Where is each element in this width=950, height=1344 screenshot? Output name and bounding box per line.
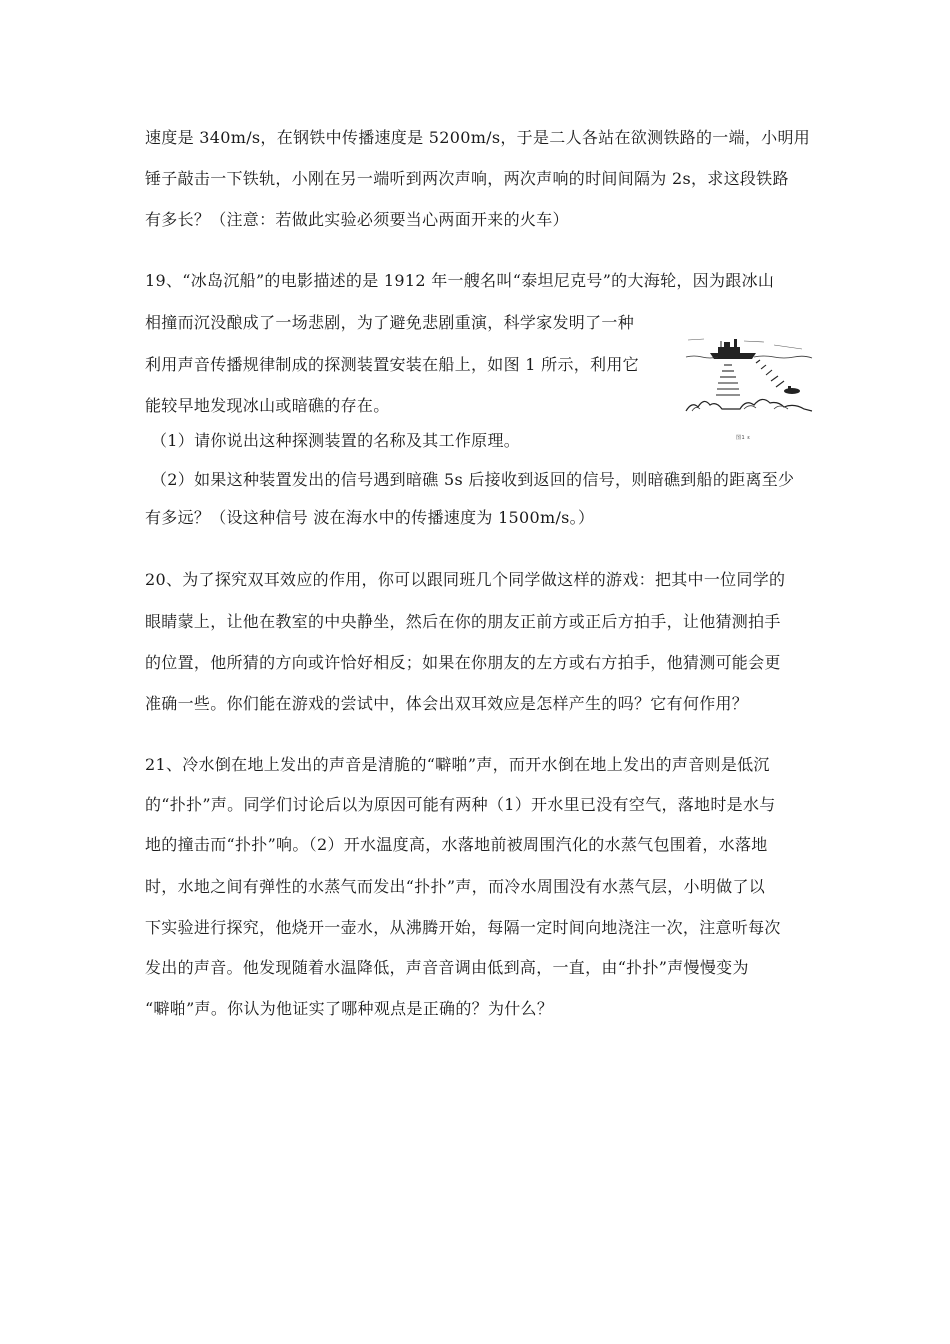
q20-line-2: 眼睛蒙上，让他在教室的中央静坐，然后在你的朋友正前方或正后方拍手，让他猜测拍手 bbox=[145, 612, 781, 631]
q19-line-7: 有多远？（设这种信号 波在海水中的传播速度为 1500m/s。） bbox=[145, 508, 595, 527]
q21-line-4: 时，水地之间有弹性的水蒸气而发出“扑扑”声，而冷水周围没有水蒸气层，小明做了以 bbox=[145, 877, 766, 896]
q19-subquestion-2: （2）如果这种装置发出的信号遇到暗礁 5s 后接收到返回的信号，则暗礁到船的距离至少 bbox=[151, 470, 795, 489]
q21-line-5: 下实验进行探究，他烧开一壶水，从沸腾开始，每隔一定时间向地浇注一次，注意听每次 bbox=[145, 918, 781, 937]
q21-line-7: “噼啪”声。你认为他证实了哪种观点是正确的？为什么？ bbox=[145, 999, 554, 1018]
q20-line-4: 准确一些。你们能在游戏的尝试中，体会出双耳效应是怎样产生的吗？它有何作用？ bbox=[145, 694, 749, 713]
q19-subquestion-1: （1）请你说出这种探测装置的名称及其工作原理。 bbox=[151, 431, 521, 450]
q20-line-1: 20、为了探究双耳效应的作用，你可以跟同班几个同学做这样的游戏：把其中一位同学的 bbox=[145, 570, 786, 589]
q18-line-2: 锤子敲击一下铁轨，小刚在另一端听到两次声响，两次声响的时间间隔为 2s，求这段铁路 bbox=[145, 169, 789, 188]
q19-line-2: 相撞而沉没酿成了一场悲剧，为了避免悲剧重演，科学家发明了一种 bbox=[145, 313, 635, 332]
ship-icon bbox=[710, 339, 756, 359]
q19-line-4: 能较早地发现冰山或暗礁的存在。 bbox=[145, 396, 390, 415]
q21-line-6: 发出的声音。他发现随着水温降低，声音音调由低到高，一直，由“扑扑”声慢慢变为 bbox=[145, 958, 749, 977]
q21-line-1: 21、冷水倒在地上发出的声音是清脆的“噼啪”声，而开水倒在地上发出的声音则是低沉 bbox=[145, 755, 770, 774]
q20-line-3: 的位置，他所猜的方向或许恰好相反；如果在你朋友的左方或右方拍手，他猜测可能会更 bbox=[145, 653, 781, 672]
q21-line-2: 的“扑扑”声。同学们讨论后以为原因可能有两种（1）开水里已没有空气，落地时是水与 bbox=[145, 795, 776, 814]
q19-line-3: 利用声音传播规律制成的探测装置安装在船上，如图 1 所示，利用它 bbox=[145, 355, 639, 374]
q19-line-1: 19、“冰岛沉船”的电影描述的是 1912 年一艘名叫“泰坦尼克号”的大海轮，因为跟冰山 bbox=[145, 271, 775, 290]
sonar-wave-icon bbox=[716, 365, 740, 395]
q18-line-3: 有多长？（注意：若做此实验必须要当心两面开来的火车） bbox=[145, 210, 569, 229]
q18-line-1: 速度是 340m/s，在钢铁中传播速度是 5200m/s，于是二人各站在欲测铁路的一端，小明用 bbox=[145, 128, 811, 147]
q21-line-3: 地的撞击而“扑扑”响。（2）开水温度高，水落地前被周围汽化的水蒸气包围着，水落地 bbox=[145, 835, 768, 854]
figure-caption: 图1 ε bbox=[736, 435, 751, 441]
ship-sonar-figure bbox=[684, 331, 814, 417]
